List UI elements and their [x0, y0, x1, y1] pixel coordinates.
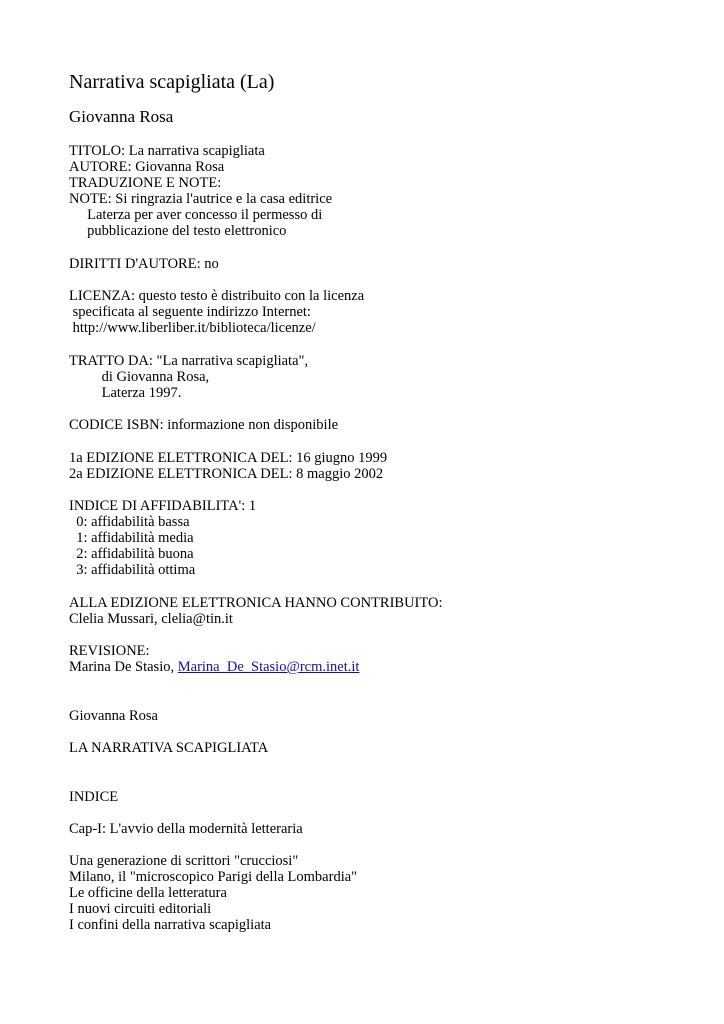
toc-item-4: I nuovi circuiti editoriali: [69, 901, 212, 917]
toc-item-5: I confini della narrativa scapigliata: [69, 917, 272, 933]
titolo-line: TITOLO: La narrativa scapigliata: [69, 143, 265, 159]
toc-item-3: Le officine della letteratura: [69, 885, 227, 901]
document-page: [69, 70, 709, 933]
affidabilita-0: 0: affidabilità bassa: [69, 514, 190, 530]
chapter-heading: Cap-I: L'avvio della modernità letteraria: [69, 821, 303, 837]
tratto-da-line-2: di Giovanna Rosa,: [69, 369, 210, 385]
licenza-url: http://www.liberliber.it/biblioteca/licenze/: [69, 320, 316, 336]
licenza-line: LICENZA: questo testo è distribuito con la licenza: [69, 288, 365, 304]
note-line-3: pubblicazione del testo elettronico: [69, 223, 287, 239]
diritti-line: DIRITTI D'AUTORE: no: [69, 256, 219, 272]
affidabilita-2: 2: affidabilità buona: [69, 546, 194, 562]
contributi-line: ALLA EDIZIONE ELETTRONICA HANNO CONTRIBUITO:: [69, 595, 443, 611]
contributi-name: Clelia Mussari, clelia@tin.it: [69, 611, 233, 627]
toc-item-2: Milano, il "microscopico Parigi della Lombardia": [69, 869, 358, 885]
traduzione-line: TRADUZIONE E NOTE:: [69, 175, 222, 191]
isbn-line: CODICE ISBN: informazione non disponibile: [69, 417, 339, 433]
tratto-da-line-3: Laterza 1997.: [69, 385, 182, 401]
revisione-name: Marina De Stasio,: [69, 659, 178, 675]
document-title: Narrativa scapigliata (La): [69, 71, 275, 93]
note-line: NOTE: Si ringrazia l'autrice e la casa editrice: [69, 191, 333, 207]
book-title-heading: LA NARRATIVA SCAPIGLIATA: [69, 740, 269, 756]
author-heading: Giovanna Rosa: [69, 708, 158, 724]
revisione-name-line: [69, 659, 359, 675]
document-author: Giovanna Rosa: [69, 107, 174, 126]
tratto-da-line: TRATTO DA: "La narrativa scapigliata",: [69, 353, 309, 369]
note-line-2: Laterza per aver concesso il permesso di: [69, 207, 323, 223]
autore-line: AUTORE: Giovanna Rosa: [69, 159, 225, 175]
revisione-email-link[interactable]: Marina_De_Stasio@rcm.inet.it: [177, 659, 360, 675]
edizione-1-line: 1a EDIZIONE ELETTRONICA DEL: 16 giugno 1999: [69, 450, 388, 466]
edizione-2-line: 2a EDIZIONE ELETTRONICA DEL: 8 maggio 2002: [69, 466, 384, 482]
revisione-line: REVISIONE:: [69, 643, 150, 659]
affidabilita-3: 3: affidabilità ottima: [69, 562, 196, 578]
licenza-line-2: specificata al seguente indirizzo Internet:: [69, 304, 311, 320]
affidabilita-line: INDICE DI AFFIDABILITA': 1: [69, 498, 257, 514]
indice-heading: INDICE: [69, 789, 119, 805]
toc-item-1: Una generazione di scrittori "crucciosi": [69, 853, 299, 869]
affidabilita-1: 1: affidabilità media: [69, 530, 194, 546]
